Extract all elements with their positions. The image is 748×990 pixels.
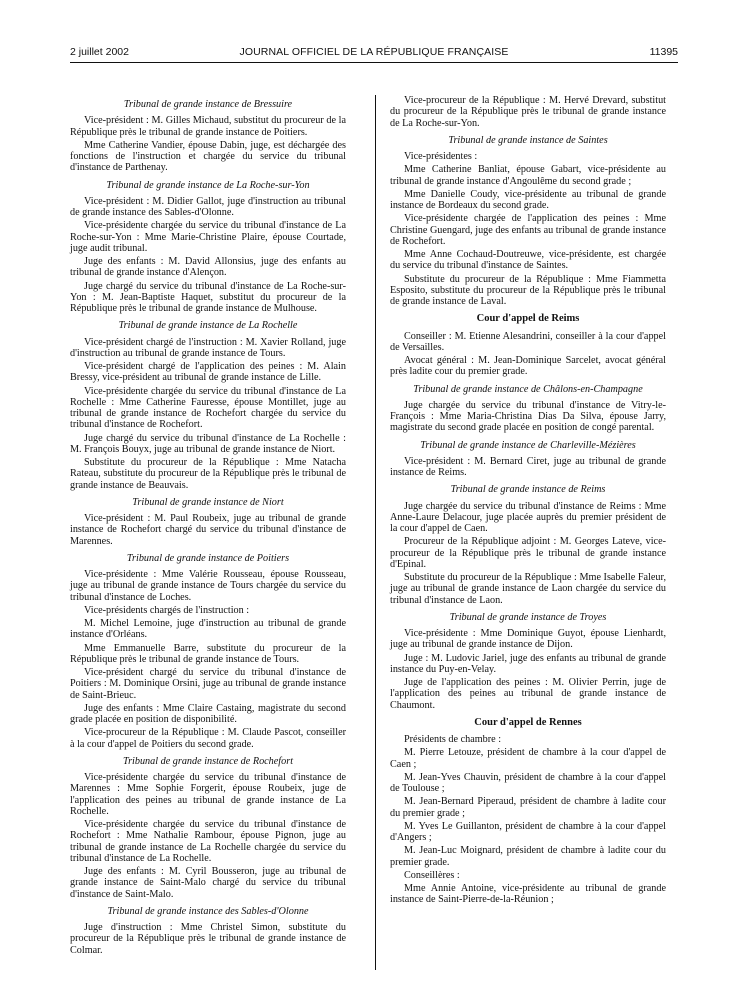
tribunal-heading: Tribunal de grande instance de Bressuire [123, 99, 293, 110]
section [390, 440, 666, 479]
appointment-paragraph: Vice-présidente chargée du service du tribunal d'instance de La Roche-sur-Yon : Mme Marie-Christine Plaire, épouse Courtade, juge audit tribunal. [70, 220, 346, 254]
appointment-paragraph: Substitute du procureur de la République : Mme Isabelle Faleur, juge au tribunal de grande instance de Laon chargée du service du tribunal d'instance de Laon. [390, 572, 666, 606]
appointment-paragraph: Conseillères : [404, 869, 460, 881]
appointment-paragraph: Vice-présidente chargée du service du tribunal d'instance de Marennes : Mme Sophie Forgerit, épouse Roubeix, juge de l'application des peines au tribunal de grande instance de La Rochelle. [70, 772, 346, 817]
section [390, 484, 666, 606]
appointment-paragraph: Juge des enfants : M. Cyril Bousseron, juge au tribunal de grande instance de Saint-Malo chargé du service du tribunal d'instance de Saint-Malo. [70, 866, 346, 900]
appointment-paragraph: Mme Annie Antoine, vice-présidente au tribunal de grande instance de Saint-Pierre-de-la-Réunion ; [390, 883, 666, 906]
section [70, 320, 346, 491]
appointment-paragraph: Juge d'instruction : Mme Christel Simon, substitute du procureur de la République près le tribunal de grande instance de Colmar. [70, 922, 346, 956]
appointment-paragraph: M. Jean-Bernard Piperaud, président de chambre à ladite cour du premier grade ; [390, 796, 666, 819]
appointment-paragraph: Vice-présidente : Mme Dominique Guyot, épouse Lienhardt, juge au tribunal de grande instance de Dijon. [390, 628, 666, 651]
appointment-paragraph: Substitute du procureur de la République : Mme Natacha Rateau, substitute du procureur de la République près le tribunal de grande instance de Beauvais. [70, 457, 346, 491]
column-divider [375, 95, 376, 970]
tribunal-heading: Tribunal de grande instance de Poitiers [126, 552, 290, 564]
appointment-paragraph: Vice-président chargé de l'application des peines : M. Alain Bressy, vice-président au tribunal de grande instance de Lille. [70, 361, 346, 384]
appointment-paragraph: M. Jean-Luc Moignard, président de chambre à ladite cour du premier grade. [390, 845, 666, 868]
appointment-paragraph: M. Michel Lemoine, juge d'instruction au tribunal de grande instance d'Orléans. [70, 618, 346, 641]
appointment-paragraph: Vice-procureur de la République : M. Hervé Drevard, substitut du procureur de la République près le tribunal de grande instance de La Roche-sur-Yon. [390, 95, 666, 129]
appointment-paragraph: M. Jean-Yves Chauvin, président de chambre à la cour d'appel de Toulouse ; [390, 771, 666, 794]
issue-date: 2 juillet 2002 [70, 46, 129, 58]
appointment-paragraph: Vice-président chargé du service du tribunal d'instance de Poitiers : M. Dominique Orsini, juge au tribunal de grande instance de Saint-Brieuc. [70, 667, 346, 701]
appointment-paragraph: Mme Catherine Vandier, épouse Dabin, juge, est déchargée des fonctions de l'instruction et chargée du service du tribunal d'instance de Parthenay. [70, 139, 346, 174]
section [70, 99, 346, 174]
tribunal-heading: Tribunal de grande instance des Sables-d'Olonne [107, 905, 309, 917]
section [390, 135, 666, 308]
appointment-paragraph: Mme Danielle Coudy, vice-présidente au tribunal de grande instance de Bordeaux du second grade. [390, 188, 666, 211]
appointment-paragraph: Présidents de chambre : [404, 734, 502, 745]
appointment-paragraph: Vice-président : M. Gilles Michaud, substitut du procureur de la République près le tribunal de grande instance de Poitiers. [70, 115, 346, 138]
section [70, 756, 346, 900]
header-rule [70, 62, 678, 63]
appointment-paragraph: Juge chargée du service du tribunal d'instance de Vitry-le-François : Mme Maria-Christina Dias Da Silva, épouse Jarry, magistrate du second grade placée en position de congé parental. [390, 399, 666, 434]
appointment-paragraph: Vice-président : M. Bernard Ciret, juge au tribunal de grande instance de Reims. [390, 455, 666, 478]
tribunal-heading: Tribunal de grande instance de La Rochelle [118, 320, 298, 332]
appointment-paragraph: Juge des enfants : M. David Allonsius, juge des enfants au tribunal de grande instance d'Alençon. [70, 256, 346, 279]
section [70, 497, 346, 547]
appointment-paragraph: Mme Emmanuelle Barre, substitute du procureur de la République près le tribunal de grande instance de Tours. [70, 642, 346, 665]
page-number: 11395 [649, 46, 678, 58]
appointment-paragraph: M. Pierre Letouze, président de chambre à la cour d'appel de Caen ; [390, 747, 666, 770]
court-heading: Cour d'appel de Rennes [474, 716, 582, 728]
appointment-paragraph: Juge chargé du service du tribunal d'instance de La Roche-sur-Yon : M. Jean-Baptiste Haquet, substitut du procureur de la République près le tribunal de grande instance de Mulhouse. [70, 280, 346, 314]
section [390, 384, 666, 434]
tribunal-heading: Tribunal de grande instance de Niort [132, 496, 284, 508]
appointment-paragraph: Vice-président chargé de l'instruction : M. Xavier Rolland, juge d'instruction au tribunal de grande instance de Tours. [70, 336, 346, 359]
journal-title: JOURNAL OFFICIEL DE LA RÉPUBLIQUE FRANÇAISE [239, 46, 509, 58]
section [390, 717, 666, 906]
appointment-paragraph: M. Yves Le Guillanton, président de chambre à la cour d'appel d'Angers ; [390, 820, 666, 843]
appointment-paragraph: Vice-présidentes : [404, 151, 478, 162]
tribunal-heading: Tribunal de grande instance de Châlons-en-Champagne [413, 383, 643, 395]
appointment-paragraph: Conseiller : M. Etienne Alesandrini, conseiller à la cour d'appel de Versailles. [390, 330, 666, 353]
section [390, 612, 666, 711]
appointment-paragraph: Vice-présidente : Mme Valérie Rousseau, épouse Rousseau, juge au tribunal de grande instance de Tours chargée du service du tribunal d'instance de Loches. [70, 569, 346, 603]
appointment-paragraph: Mme Anne Cochaud-Doutreuwe, vice-présidente, est chargée du service du tribunal d'instance de Saintes. [390, 249, 666, 272]
appointment-paragraph: Vice-procureur de la République : M. Claude Pascot, conseiller à la cour d'appel de Poitiers du second grade. [70, 727, 346, 750]
section [70, 180, 346, 315]
section [390, 313, 666, 377]
appointment-paragraph: Juge : M. Ludovic Jariel, juge des enfants au tribunal de grande instance du Puy-en-Velay. [390, 652, 666, 675]
appointment-paragraph: Juge chargée du service du tribunal d'instance de Reims : Mme Anne-Laure Delacour, juge placée auprès du premier président de la cour d'appel de Caen. [390, 500, 666, 534]
appointment-paragraph: Juge de l'application des peines : M. Olivier Perrin, juge de l'application des peines au tribunal de grande instance de Chaumont. [390, 677, 666, 711]
appointment-paragraph: Avocat général : M. Jean-Dominique Sarcelet, avocat général près ladite cour du premier grade. [390, 355, 666, 378]
section [70, 553, 346, 750]
tribunal-heading: Tribunal de grande instance de Reims [450, 484, 606, 496]
right-column [390, 95, 666, 912]
appointment-paragraph: Vice-présidente chargée de l'application des peines : Mme Christine Guengard, juge des enfants au tribunal de grande instance de Rochefort. [390, 213, 666, 247]
appointment-paragraph: Procureur de la République adjoint : M. Georges Lateve, vice-procureur de la République près le tribunal de grande instance d'Epinal. [390, 536, 666, 570]
appointment-paragraph: Substitute du procureur de la République : Mme Fiammetta Esposito, substitute du procureur de la République près le tribunal de grande instance de Laval. [390, 273, 666, 307]
appointment-paragraph: Juge chargé du service du tribunal d'instance de La Rochelle : M. François Bouyx, juge au tribunal de grande instance de Niort. [70, 432, 346, 455]
tribunal-heading: Tribunal de grande instance de Troyes [449, 611, 607, 623]
tribunal-heading: Tribunal de grande instance de Rochefort [122, 755, 294, 767]
appointment-paragraph: Vice-présidents chargés de l'instruction : [84, 604, 250, 616]
left-column [70, 95, 346, 962]
appointment-paragraph: Vice-présidente chargée du service du tribunal d'instance de Rochefort : Mme Nathalie Rambour, épouse Pignon, juge au tribunal de grande instance de La Rochelle chargée du service du tribunal d'instance de La Rochelle. [70, 819, 346, 864]
tribunal-heading: Tribunal de grande instance de Charleville-Mézières [420, 439, 636, 451]
tribunal-heading: Tribunal de grande instance de Saintes [448, 134, 608, 146]
page-header [70, 46, 678, 62]
appointment-paragraph: Vice-président : M. Paul Roubeix, juge au tribunal de grande instance de Rochefort chargé du service du tribunal d'instance de Marennes. [70, 513, 346, 547]
section [70, 906, 346, 956]
appointment-paragraph: Vice-présidente chargée du service du tribunal d'instance de La Rochelle : Mme Catherine Fauresse, épouse Montillet, juge au tribunal de grande instance de Rochefort chargée du service du tribunal d'instance de Rochefort. [70, 385, 346, 431]
court-heading: Cour d'appel de Reims [476, 313, 580, 325]
appointment-paragraph: Vice-président : M. Didier Gallot, juge d'instruction au tribunal de grande instance des Sables-d'Olonne. [70, 195, 346, 218]
tribunal-heading: Tribunal de grande instance de La Roche-sur-Yon [106, 179, 310, 191]
appointment-paragraph: Juge des enfants : Mme Claire Castaing, magistrate du second grade placée en position de disponibilité. [70, 702, 346, 725]
section [390, 95, 666, 129]
appointment-paragraph: Mme Catherine Banliat, épouse Gabart, vice-présidente au tribunal de grande instance d'Angoulême du second grade ; [390, 164, 666, 187]
